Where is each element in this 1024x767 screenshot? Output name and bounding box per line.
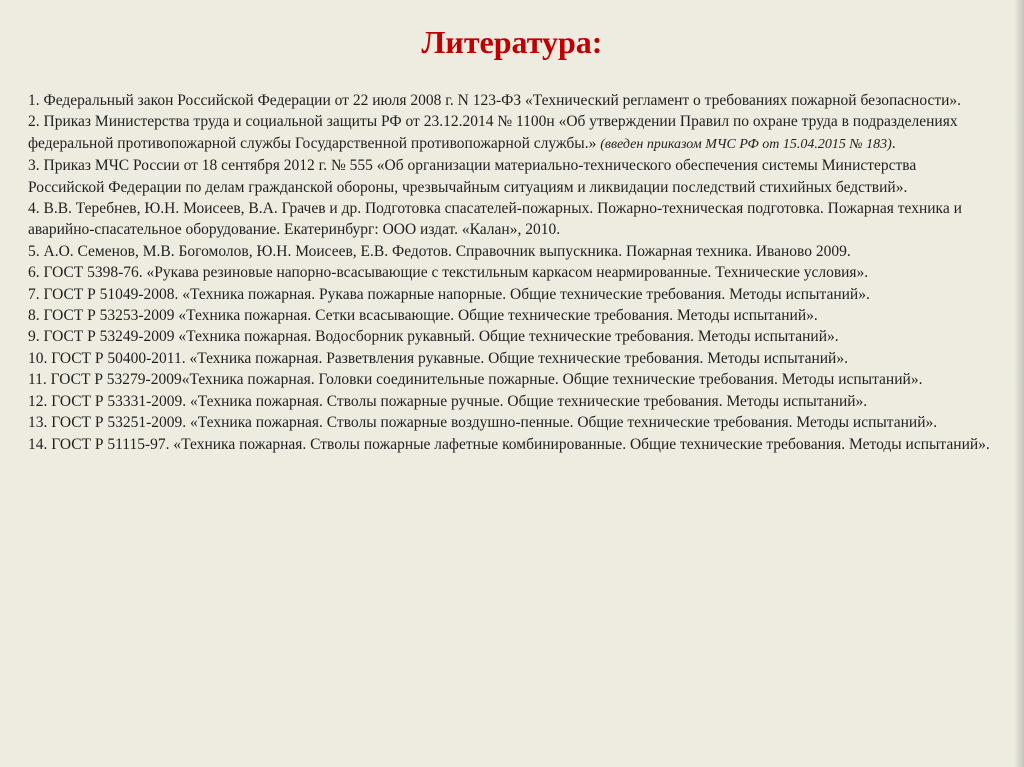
reference-text: 1. Федеральный закон Российской Федерации от 22 июля 2008 г. N 123-ФЗ «Технический регламент о требованиях пожарной безопасности». (28, 92, 962, 109)
reference-item (28, 262, 996, 283)
reference-item (28, 434, 996, 455)
reference-text: 11. ГОСТ Р 53279-2009«Техника пожарная. Головки соединительные пожарные. Общие технические требования. Методы испытаний». (28, 371, 923, 389)
reference-text: 12. ГОСТ Р 53331-2009. «Техника пожарная. Стволы пожарные ручные. Общие технические требования. Методы испытаний». (28, 392, 868, 410)
reference-text: 13. ГОСТ Р 53251-2009. «Техника пожарная. Стволы пожарные воздушно-пенные. Общие технические требования. Методы испытаний». (28, 414, 938, 432)
reference-text: 8. ГОСТ Р 53253-2009 «Техника пожарная. Сетки всасывающие. Общие технические требования. Методы испытаний». (28, 307, 818, 325)
reference-text: 6. ГОСТ 5398-76. «Рукава резиновые напорно-всасывающие с текстильным каркасом неармированные. Технические условия». (28, 264, 869, 282)
reference-item (28, 391, 996, 412)
reference-item (28, 369, 996, 390)
reference-item (28, 348, 996, 369)
reference-text: 2. Приказ Министерства труда и социальной защиты РФ от 23.12.2014 № 1100н «Об утверждении Правил по охране труда в подразделениях федеральной противопожарной службы Государственной противопожарной службы.» (28, 113, 958, 152)
slide-title: Литература: (421, 24, 603, 60)
reference-text: 4. В.В. Теребнев, Ю.Н. Моисеев, В.А. Грачев и др. Подготовка спасателей-пожарных. Пожарно-техническая подготовка. Пожарная техника и аварийно-спасательное оборудование. Екатеринбург: ООО издат. «Калан», 2010. (28, 200, 962, 239)
reference-item (28, 284, 996, 305)
reference-item (28, 155, 996, 198)
reference-text: 3. Приказ МЧС России от 18 сентября 2012 г. № 555 «Об организации материально-технического обеспечения системы Министерства Российской Федерации по делам гражданской обороны, чрезвычайным ситуациям и ликвидации последствий стихийных бедствий». (28, 157, 917, 196)
reference-item (28, 305, 996, 326)
reference-item (28, 241, 996, 262)
reference-text: 9. ГОСТ Р 53249-2009 «Техника пожарная. Водосборник рукавный. Общие технические требования. Методы испытаний». (28, 328, 839, 346)
reference-item (28, 412, 996, 433)
slide-edge-shadow (1014, 0, 1024, 767)
reference-text: 14. ГОСТ Р 51115-97. «Техника пожарная. Стволы пожарные лафетные комбинированные. Общие технические требования. Методы испытаний». (28, 435, 990, 453)
reference-item (28, 90, 996, 111)
reference-tail: . (891, 134, 896, 152)
reference-note: (введен приказом МЧС РФ от 15.04.2015 № 183) (600, 136, 892, 152)
reference-text: 5. А.О. Семенов, М.В. Богомолов, Ю.Н. Моисеев, Е.В. Федотов. Справочник выпускника. Пожарная техника. Иваново 2009. (28, 242, 851, 260)
reference-text: 10. ГОСТ Р 50400-2011. «Техника пожарная. Разветвления рукавные. Общие технические требования. Методы испытаний». (28, 349, 848, 367)
reference-item (28, 326, 996, 347)
reference-list (28, 90, 996, 455)
reference-item (28, 111, 996, 155)
reference-item (28, 198, 996, 241)
reference-text: 7. ГОСТ Р 51049-2008. «Техника пожарная. Рукава пожарные напорные. Общие технические требования. Методы испытаний». (28, 285, 870, 303)
